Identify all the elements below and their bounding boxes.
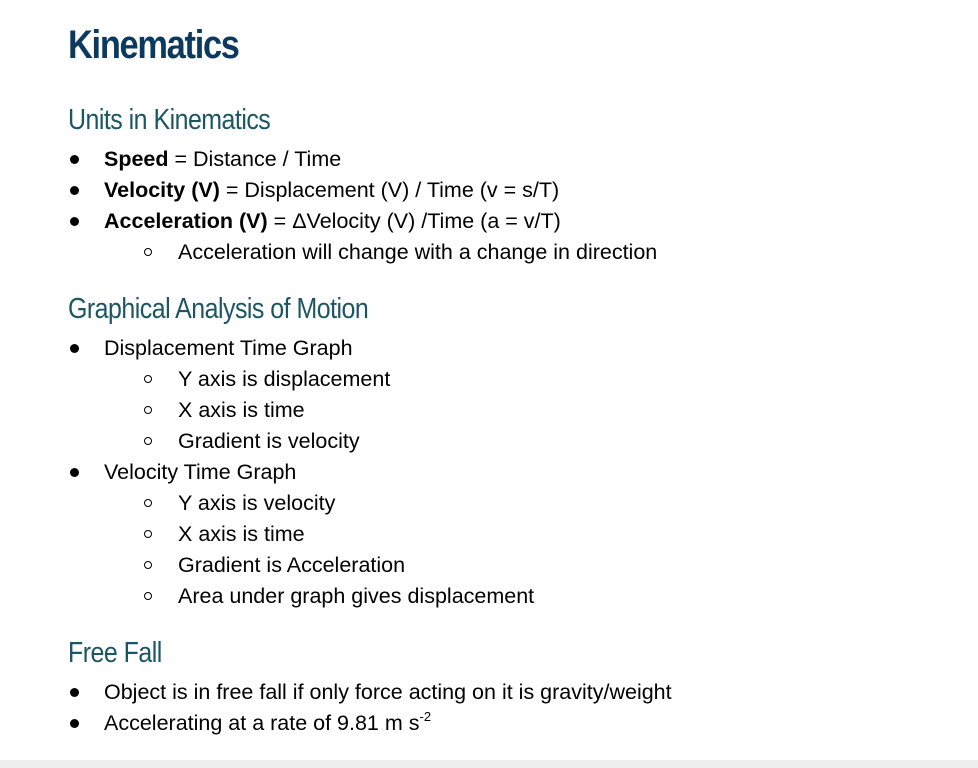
list-item-text: Displacement Time Graph — [104, 336, 353, 360]
list-item-acceleration — [0, 206, 978, 237]
list-free-fall — [0, 677, 978, 739]
definition-acceleration: = ΔVelocity (V) /Time (a = v/T) — [267, 209, 561, 233]
list-subitem — [0, 488, 978, 519]
exponent: -2 — [419, 709, 432, 724]
bullet-icon — [70, 468, 79, 477]
list-item-free-fall-definition — [0, 677, 978, 708]
sub-bullet-icon — [144, 406, 152, 414]
sub-bullet-icon — [144, 499, 152, 507]
subitem-text: Area under graph gives displacement — [178, 584, 535, 608]
list-subitem — [0, 426, 978, 457]
list-subitem — [0, 519, 978, 550]
subitem-text: Y axis is velocity — [178, 491, 336, 515]
list-subitem — [0, 581, 978, 612]
list-subitem — [0, 550, 978, 581]
list-graphical — [0, 333, 978, 612]
list-item-free-fall-acceleration — [0, 708, 978, 739]
subitem-text: X axis is time — [178, 398, 305, 422]
list-item-text: Object is in free fall if only force acting on it is gravity/weight — [104, 680, 672, 704]
list-item-text: Velocity Time Graph — [104, 460, 297, 484]
list-subitem — [0, 395, 978, 426]
heading-free-fall: Free Fall — [68, 637, 162, 669]
term-speed: Speed — [104, 147, 169, 171]
sub-bullet-icon — [144, 375, 152, 383]
list-subitem — [0, 364, 978, 395]
definition-velocity: = Displacement (V) / Time (v = s/T) — [219, 178, 560, 202]
term-velocity: Velocity (V) — [104, 178, 220, 202]
sub-bullet-icon — [144, 530, 152, 538]
heading-graphical-analysis: Graphical Analysis of Motion — [68, 293, 369, 325]
list-item-velocity-time-graph — [0, 457, 978, 488]
sub-bullet-icon — [144, 437, 152, 445]
sub-bullet-icon — [144, 561, 152, 569]
sub-bullet-icon — [144, 248, 152, 256]
subitem-text: Y axis is displacement — [178, 367, 391, 391]
subitem-text: Gradient is velocity — [178, 429, 360, 453]
bullet-icon — [70, 344, 79, 353]
bullet-icon — [70, 186, 79, 195]
subitem-text: Gradient is Acceleration — [178, 553, 406, 577]
bullet-icon — [70, 217, 79, 226]
list-item-speed — [0, 144, 978, 175]
subitem-text: X axis is time — [178, 522, 305, 546]
bullet-icon — [70, 719, 79, 728]
list-item-displacement-time-graph — [0, 333, 978, 364]
list-units — [0, 144, 978, 268]
bullet-icon — [70, 155, 79, 164]
heading-units-in-kinematics: Units in Kinematics — [68, 104, 271, 136]
list-item-text: Accelerating at a rate of 9.81 m s — [104, 711, 420, 735]
list-subitem-acceleration-direction — [0, 237, 978, 268]
term-acceleration: Acceleration (V) — [104, 209, 268, 233]
page-bottom-edge — [0, 760, 978, 768]
sub-bullet-icon — [144, 592, 152, 600]
document-title: Kinematics — [68, 23, 239, 67]
bullet-icon — [70, 688, 79, 697]
list-item-velocity — [0, 175, 978, 206]
definition-speed: = Distance / Time — [168, 147, 342, 171]
subitem-text: Acceleration will change with a change in direction — [178, 240, 658, 264]
